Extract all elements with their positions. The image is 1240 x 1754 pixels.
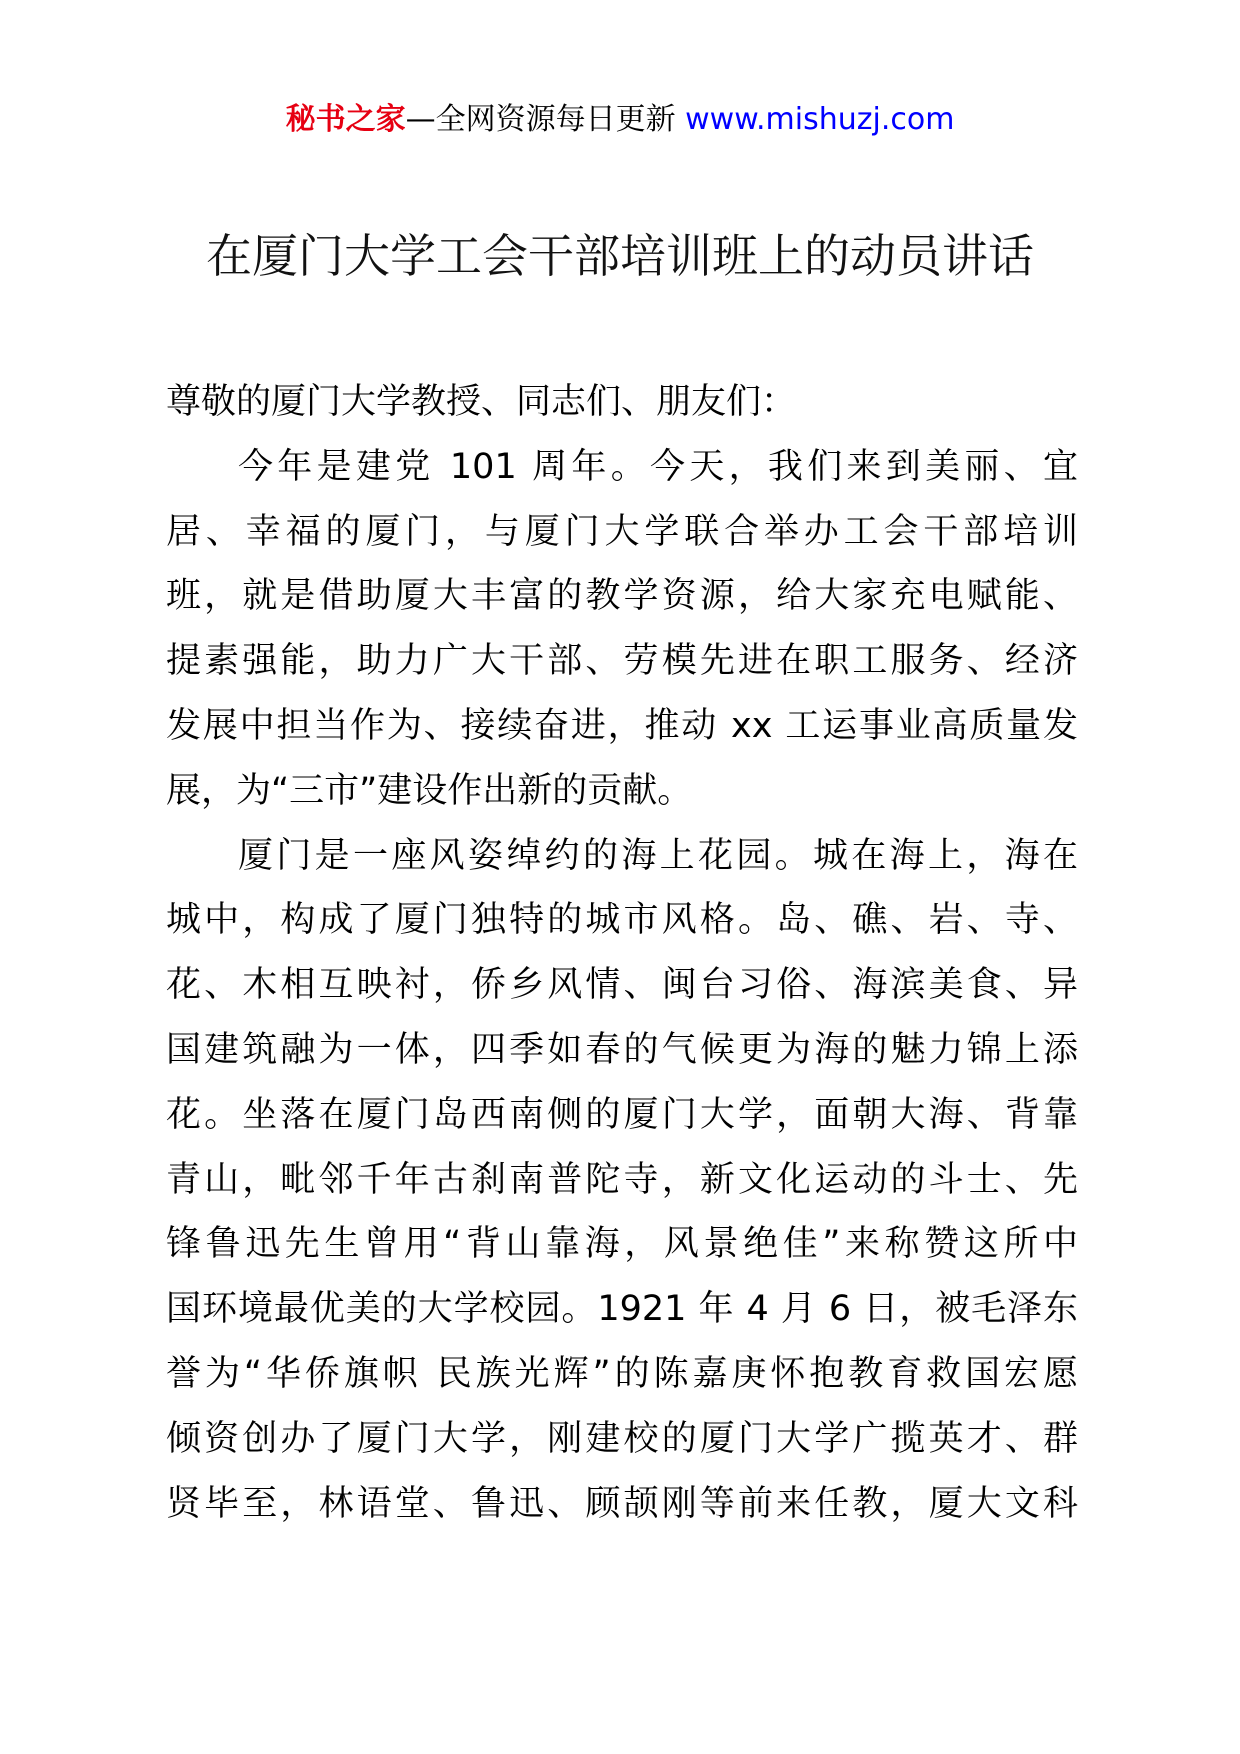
body-text-line: 国环境最优美的大学校园。1921 年 4 月 6 日，被毛泽东 [166,1289,1078,1330]
document-body [166,370,1078,1536]
site-header [0,100,1240,140]
body-text-line: 花、木相互映衬，侨乡风情、闽台习俗、海滨美食、异 [166,965,1078,1006]
body-text-line: 城中，构成了厦门独特的城市风格。岛、礁、岩、寺、 [166,900,1078,941]
body-text-line: 展，为“三市”建设作出新的贡献。 [166,770,693,811]
body-text-line: 青山，毗邻千年古刹南普陀寺，新文化运动的斗士、先 [166,1159,1078,1200]
site-url-link[interactable]: www.mishuzj.com [685,102,955,137]
body-text-line: 提素强能，助力广大干部、劳模先进在职工服务、经济 [166,641,1078,682]
body-text-line: 花。坐落在厦门岛西南侧的厦门大学，面朝大海、背靠 [166,1094,1078,1135]
body-text-line: 尊敬的厦门大学教授、同志们、朋友们： [166,382,797,422]
body-text-line: 今年是建党 101 周年。今天，我们来到美丽、宜 [238,446,1078,487]
body-text-line: 厦门是一座风姿绰约的海上花园。城在海上，海在 [238,835,1078,876]
body-text-line: 居、幸福的厦门，与厦门大学联合举办工会干部培训 [166,511,1078,552]
document-title: 在厦门大学工会干部培训班上的动员讲话 [206,229,1034,283]
body-text-line: 贤毕至，林语堂、鲁迅、顾颉刚等前来任教，厦大文科 [166,1483,1078,1524]
body-text-line: 发展中担当作为、接续奋进，推动 xx 工运事业高质量发 [166,705,1078,746]
body-text-line: 班，就是借助厦大丰富的教学资源，给大家充电赋能、 [166,576,1078,617]
site-brand: 秘书之家 [285,102,406,137]
body-text-line: 国建筑融为一体，四季如春的气候更为海的魅力锦上添 [166,1029,1078,1070]
site-tagline: —全网资源每日更新 [405,102,676,137]
body-text-line: 倾资创办了厦门大学，刚建校的厦门大学广揽英才、群 [166,1418,1078,1459]
body-text-line: 誉为“华侨旗帜 民族光辉”的陈嘉庚怀抱教育救国宏愿 [166,1353,1078,1394]
body-text-line: 锋鲁迅先生曾用“背山靠海，风景绝佳”来称赞这所中 [166,1224,1078,1265]
